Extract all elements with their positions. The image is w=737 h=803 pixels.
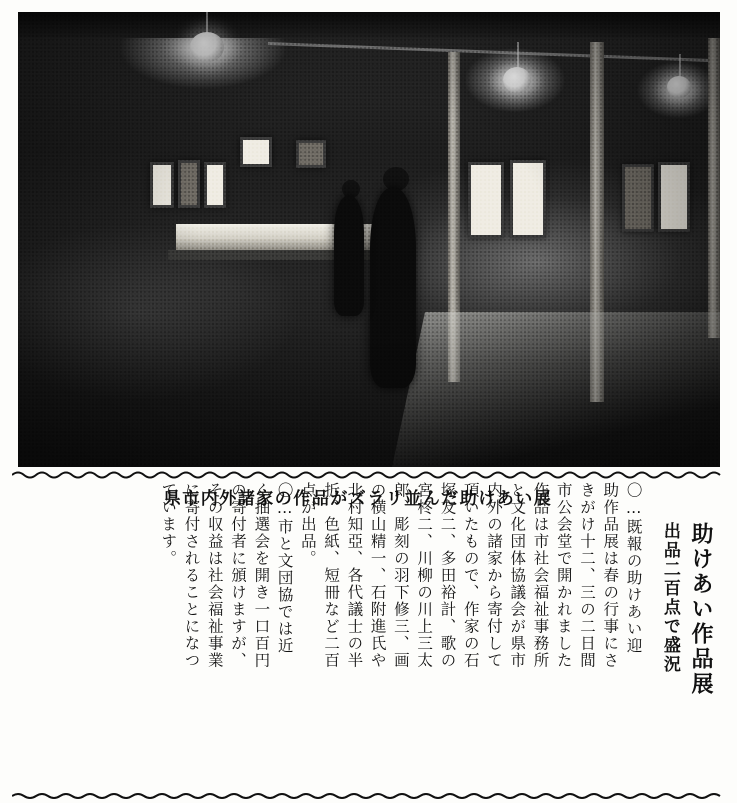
exhibition-photo <box>18 12 720 467</box>
article-line: 助作品展は春の行事にさ <box>601 482 620 669</box>
article-line: きがけ十二、三の二日間 <box>578 482 597 669</box>
article-line: に寄付されることになつ <box>182 482 201 669</box>
article-line: の横山精一、石附進氏や <box>368 482 387 669</box>
article-line: 郎、彫刻の羽下修三、画 <box>391 482 410 669</box>
photo-vignette <box>18 12 720 467</box>
article-line: 市公会堂で開かれました <box>554 482 573 669</box>
page-title: 助けあい作品展 <box>688 522 713 697</box>
article-line: 頂いたもので、作家の石 <box>461 482 480 669</box>
article-line: 点が出品。 <box>298 482 317 567</box>
photo-caption: 県市内外諸家の作品がズラリ並んだ助けあい展 <box>163 489 553 509</box>
article-line: の寄付者に頒けますが、 <box>229 482 248 669</box>
article-line: 内外の諸家から寄付して <box>484 482 503 669</box>
headline-subtitle: 出品二百点で盛況 <box>659 522 680 674</box>
article-body <box>16 482 722 790</box>
article-columns <box>156 482 645 669</box>
article-line: ています。 <box>159 482 178 567</box>
wavy-divider-top <box>12 470 725 480</box>
article-line: 折、色紙、短冊など二百 <box>322 482 341 669</box>
article-line: 〇…既報の助けあい迎 <box>624 482 643 655</box>
article-line: 北村知亞、各代議士の半 <box>345 482 364 669</box>
article-line: 塚友二、多田裕計、歌の <box>438 482 457 669</box>
article-line: く抽選会を開き一口百円 <box>252 482 271 669</box>
wavy-divider-bottom <box>12 792 725 800</box>
headline-block <box>655 482 718 697</box>
article-line: その収益は社会福祉事業 <box>205 482 224 669</box>
article-line: と文化団体協議会が県市 <box>508 482 527 669</box>
article-line: 作品は市社会福祉事務所 <box>531 482 550 669</box>
article-line: 〇…市と文団協では近 <box>275 482 294 655</box>
article-line: 宮柊二、川柳の川上三太 <box>415 482 434 669</box>
